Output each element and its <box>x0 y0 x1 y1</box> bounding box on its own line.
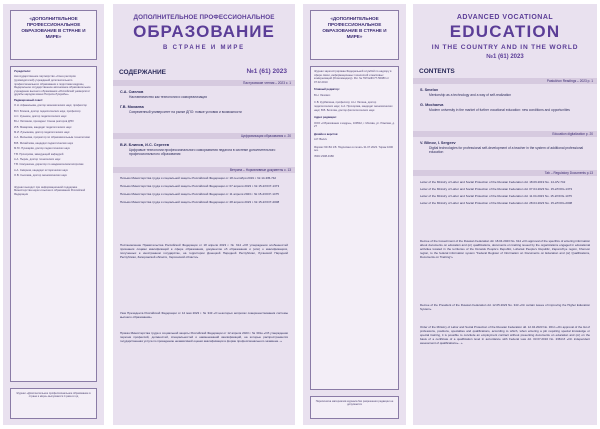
en-title-line3: IN THE COUNTRY AND IN THE WORLD <box>431 44 579 51</box>
ru-president-order[interactable]: Указ Президента Российской Федерации от 12 мая 2023 г. № 343 «О некоторых вопросах совершенствования системы высшего образования» <box>120 311 288 319</box>
ru-gov-decree[interactable]: Постановление Правительства Российской Федерации от 18 апреля 2023 г. № 614 «Об утверждении особенностей признания лицами квалификаций в сфере образования, документов об образовании и (или) о квалификациях, полученных в иностранном государстве, на территории Донецкой Народной Республики, Луганской Народной Республики, Запорожской области, Херсонской области» <box>120 243 288 259</box>
board-member: В.В. Михайлова, кандидат педагогических наук <box>14 141 73 145</box>
en-title-line2: EDUCATION <box>449 22 561 41</box>
toc-document[interactable]: Letter of the Ministry of Labor and Social Protection of the Russian Federation dd. 07.04.2023 No. 15-2/OOG-1373 <box>420 187 573 191</box>
en-ministry-order[interactable]: Order of the Ministry of Labor and Social Protection of the Russian Federation dd. 12.04.2023 No. 301n «On approval of the list of professions, positions, specialties and qualifications, according to which, when entering a job requiring special knowledge or special training, it is possible to conclude an employment contract without presenting documents on education and (or) on the basis of a certificate of a qualification level in accordance with Federal Law dd. 03.07.2016 No. 238-FZ «On independent assessment of qualifications»...» <box>420 325 590 345</box>
registration-text: Журнал зарегистрирован Федеральной службой по надзору в сфере связи, информационных технологий и массовых коммуникаций (Роскомнадзор). Рег. № ПИ №ФС77-50080 от 07.02.2013. <box>314 70 392 84</box>
sidebar-bottom-box <box>10 388 97 419</box>
ru-title-line3: В СТРАНЕ И МИРЕ <box>163 45 245 51</box>
ru-ministry-order[interactable]: Приказ Министерства труда и социальной защиты Российской Федерации от 12 апреля 2023 г. № 301н «Об утверждении перечня профессий, должностей, специальностей и наименований квалификаций, на которые распространяется государственная услуга по проведению независимой оценки квалификации в форме профессионального экзамена...» <box>120 331 288 343</box>
toc-author: В.И. Блинов, И.С. Сергеев <box>120 143 170 147</box>
sidebar-journal-title: «ДОПОЛНИТЕЛЬНОЕ ПРОФЕССИОНАЛЬНОЕ ОБРАЗОВАНИЕ В СТРАНЕ И МИРЕ» <box>322 16 387 39</box>
toc-document[interactable]: Letter of the Ministry of Labor and Social Protection of the Russian Federation dd. 11.04.2023 No. 15-2/OOG-1475 <box>420 194 572 198</box>
ru-toc-docs <box>113 176 295 208</box>
ru-toc-section1 <box>113 90 295 115</box>
ru-contents-page <box>113 4 295 425</box>
sidebar-title-box <box>10 10 97 60</box>
toc-article-title[interactable]: Наставничество как технология и самореализация <box>129 95 207 99</box>
board-member: Т.В. Прохорова, заведующий кафедрой <box>14 152 64 156</box>
left-sidebar-page <box>3 4 104 425</box>
en-section-bar: Tab – Regulatory Documents p.13 <box>413 170 597 176</box>
en-section-bar: Education digitalization p. 20 <box>413 131 597 137</box>
en-gov-decree[interactable]: Decree of the Government of the Russian Federation dd. 18.04.2023 No. 614 «On approval of the specifics of entering information about documents on education and (or) qualifications, documents on training issued by the organizations engaged in educational activities located in the territories of the Donetsk People's Republic, Luhansk People's Republic, Zaporozhye region, Kherson region, to the federal information system "Federal Register of Information on Documents on Education and (or) Qualifications, Documents on Training"» <box>420 239 590 259</box>
registration-note: Журнал выходит при информационной поддержке Министерства науки и высшего образования Российской Федерации <box>14 185 86 196</box>
toc-author: G. Mochaeva <box>420 103 444 108</box>
ru-title-line1: ДОПОЛНИТЕЛЬНОЕ ПРОФЕССИОНАЛЬНОЕ <box>133 14 275 21</box>
footer-note: Перепечатка материалов журнала без разрешения редакции не допускается <box>315 400 394 407</box>
toc-author: С.А. Смелов <box>120 90 144 94</box>
editor-heading: Главный редактор: <box>314 88 340 92</box>
board-member: Т.В. Сёмушкина, директор по академическим вопросам <box>14 163 84 167</box>
ru-section-bar: Ветрина – Нормативные документы с. 13 <box>113 167 295 173</box>
en-title-line1: ADVANCED VOCATIONAL <box>456 14 554 21</box>
board-heading: Редакционный совет: <box>14 98 44 102</box>
toc-document[interactable]: Письмо Министерства труда и социальной защиты Российской Федерации от 11 апреля 2023 г. № 15-2/ООГ-1475 <box>120 192 279 196</box>
ru-issue-number: №1 (61) 2023 <box>246 68 287 75</box>
toc-document[interactable]: Письмо Министерства труда и социальной защиты Российской Федерации от 07 апреля 2023 г. № 15-2/ООГ-1373 <box>120 184 280 188</box>
toc-article-title[interactable]: Современный университет на рынке ДПО: новые условия и возможности <box>129 110 242 115</box>
board-member: М.И. Лукьянова, доктор педагогических наук <box>14 131 70 135</box>
print-info: Формат 60×84 1/8. Подписано в печать 31.07.2023. Тираж 1000 экз. <box>314 145 394 153</box>
toc-document[interactable]: Letter of the Ministry of Labor and Social Protection of the Russian Federation dd. 18.09.2019 No. 14-3/V-742 <box>420 180 566 184</box>
toc-author: V. Blinov, I. Sergeev <box>420 141 456 145</box>
ru-section-bar: Пастуховские чтения – 2023 с. 1 <box>113 80 295 86</box>
sidebar-journal-title: «ДОПОЛНИТЕЛЬНОЕ ПРОФЕССИОНАЛЬНОЕ ОБРАЗОВАНИЕ В СТРАНЕ И МИРЕ» <box>21 16 86 39</box>
toc-document[interactable]: Letter of the Ministry of Labor and Social Protection of the Russian Federation dd. 28.04.2023 No. 15-2/OOG-2008 <box>420 201 573 205</box>
council-text: С.В. Курбаткина, профессор; А.Н. Лялина, доктор педагогических наук; А.А. Прохорова, кандидат экономических наук; В.В. Болгова, доктор филологических наук. <box>314 101 393 112</box>
toc-article-title[interactable]: Modern university in the market of further vocational education: new conditions and opportunities <box>429 108 570 113</box>
toc-article-title[interactable]: Mentorship as a technology and a way of self-realization <box>429 93 512 97</box>
ru-title-line2: ОБРАЗОВАНИЕ <box>133 22 275 41</box>
board-member: И.В. Макарова, кандидат педагогических наук <box>14 125 72 129</box>
board-member: А.С. Кузьмин, доктор педагогических наук <box>14 114 67 118</box>
en-toc-section1 <box>413 88 597 113</box>
toc-article-title[interactable]: Цифровые технологии профессионального саморазвития педагога в системе дополнительного профессионального образования <box>129 148 276 157</box>
board-member: О.Н. Афанасьева, доктор экономических наук, профессор <box>14 104 87 108</box>
editor-name: В.Н. Ляхович <box>314 93 331 97</box>
en-issue-number: №1 (61) 2023 <box>486 54 524 60</box>
right-sidebar-page <box>303 4 406 425</box>
en-toc-section2 <box>413 141 597 155</box>
design-heading: Дизайн и верстка: <box>314 132 339 136</box>
founders-text: Негосударственное партнёрство «Союз ректоров (руководителей) учреждений дополнительного профессионального образования и подготовки кадров»; Федеральное государственное автономное образовательное учреждение высшего образования «Российский университет дружбы народов имени Патриса Лумумбы». <box>14 75 91 97</box>
board-member: М.Ю. Пушкарёв, доктор педагогических наук <box>14 147 70 151</box>
en-contents-heading: CONTENTS <box>419 68 455 75</box>
founders-heading: Учредители: <box>14 70 31 73</box>
sidebar-bottom-box <box>310 396 399 419</box>
en-toc-docs <box>413 180 597 208</box>
toc-author: Г.В. Мохаева <box>120 105 144 110</box>
sidebar-board-box <box>10 66 97 382</box>
imprint-box <box>310 66 399 390</box>
address-heading: Адрес редакции: <box>314 116 337 120</box>
board-member: В.И. Блинов, доктор педагогических наук, профессор <box>14 109 81 113</box>
issn: ISSN 2308-9180 <box>314 154 334 158</box>
toc-document[interactable]: Письмо Министерства труда и социальной защиты Российской Федерации от 18 сентября 2019 г. № 14-3/В-742 <box>120 176 277 180</box>
board-member: А.А. Смирнов, кандидат исторических наук <box>14 168 68 172</box>
sidebar-title-box <box>310 10 399 60</box>
en-contents-page <box>413 4 597 425</box>
ru-toc-section2 <box>113 143 295 157</box>
board-member: В.Н. Литвинов, президент Союза ректоров ДПО <box>14 120 74 124</box>
board-member: О.В. Сысоева, доктор экономических наук <box>14 174 67 178</box>
toc-article-title[interactable]: Digital technologies for professional self-development of a teacher in the system of additional professional education <box>429 146 584 155</box>
board-member: А.А. Милькова, проректор по образовательным технологиям <box>14 136 90 140</box>
en-section-bar: Pastukhov Readings – 2023 p. 1 <box>413 78 597 84</box>
toc-author: S. Smelov <box>420 88 439 92</box>
bottom-note: Журнал «Дополнительное профессиональное образование в стране и мире» выпускается 4 раза в год <box>16 392 91 399</box>
toc-document[interactable]: Письмо Министерства труда и социальной защиты Российской Федерации от 28 апреля 2023 г. № 15-2/ООГ-2008 <box>120 200 280 204</box>
address-text: ООО «Образование и кадры», 109542, г. Москва, ул. Ряжская, д. 27 <box>314 121 395 129</box>
board-member: А.А. Пырин, доктор технических наук <box>14 158 61 162</box>
design-text: А.Р. Валич <box>314 138 328 142</box>
ru-contents-heading: СОДЕРЖАНИЕ <box>119 69 166 76</box>
ru-section-bar: Цифровизация образования с. 20 <box>113 133 295 139</box>
en-president-order[interactable]: Decree of the President of the Russian Federation dd. 12.05.2023 No. 343 «On certain issues of improving the Higher Education System» <box>420 303 590 311</box>
